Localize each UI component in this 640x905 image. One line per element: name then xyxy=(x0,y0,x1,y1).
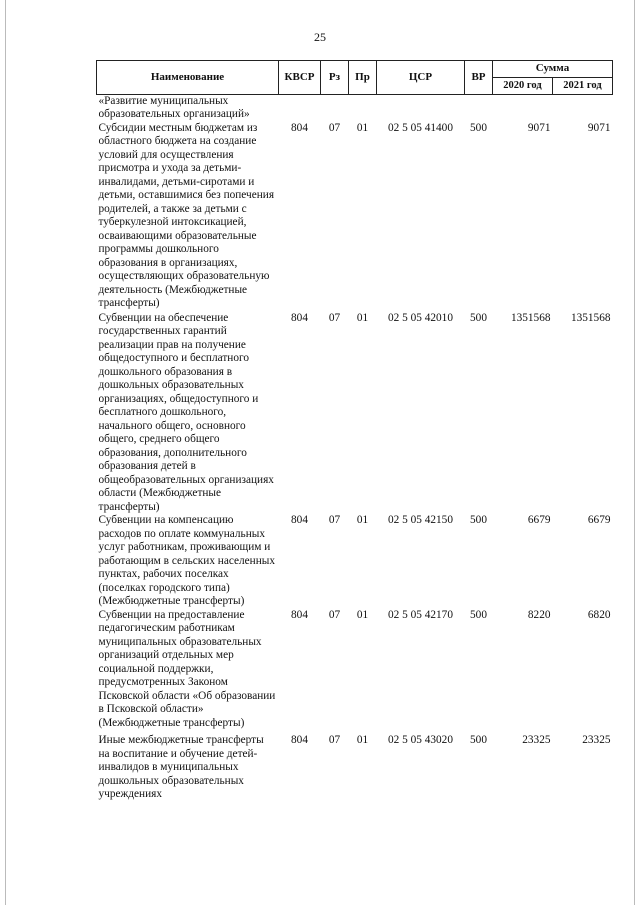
row-vr: 500 xyxy=(470,734,487,746)
table-row xyxy=(97,122,613,312)
header-csr: ЦСР xyxy=(377,61,465,95)
row-name: Субвенции на предоставление педагогическим работникам муниципальных образовательных организаций отдельных мер социальной поддержки, предусмотренных Законом Псковской области «Об образовании в Псковской области» (Межбюджетные трансферты) xyxy=(98,608,276,729)
row-vr: 500 xyxy=(470,608,487,621)
header-name: Наименование xyxy=(97,61,279,95)
budget-table xyxy=(96,60,613,802)
header-kvsr: КВСР xyxy=(279,61,321,95)
row-rz: 07 xyxy=(328,311,341,324)
header-summa: Сумма xyxy=(493,61,613,78)
row-csr: 02 5 05 43020 xyxy=(388,734,453,746)
row-vr: 500 xyxy=(470,514,487,526)
row-vr: 500 xyxy=(470,311,487,324)
row-vr: 500 xyxy=(470,121,487,134)
row-pr: 01 xyxy=(356,514,369,526)
table-row xyxy=(97,730,613,802)
row-rz: 07 xyxy=(328,734,341,746)
row-sum-2021: 6820 xyxy=(587,608,611,621)
page-number: 25 xyxy=(314,30,326,44)
row-sum-2020: 6679 xyxy=(527,514,551,526)
row-pr: 01 xyxy=(356,608,369,621)
continuation-row xyxy=(97,94,613,122)
row-kvsr: 804 xyxy=(291,514,308,526)
row-sum-2020: 1351568 xyxy=(510,311,551,324)
header-year-2021: 2021 год xyxy=(553,78,613,95)
row-sum-2021: 1351568 xyxy=(570,311,611,324)
row-csr: 02 5 05 41400 xyxy=(388,121,453,134)
row-kvsr: 804 xyxy=(291,608,308,621)
table-row xyxy=(97,514,613,609)
row-pr: 01 xyxy=(356,311,369,324)
row-csr: 02 5 05 42150 xyxy=(388,514,453,526)
row-kvsr: 804 xyxy=(291,734,308,746)
scan-edge-left xyxy=(5,0,6,905)
table-row xyxy=(97,312,613,515)
row-rz: 07 xyxy=(328,514,341,526)
table-row xyxy=(97,609,613,731)
continuation-text: «Развитие муниципальных образовательных организаций» xyxy=(98,94,250,120)
row-rz: 07 xyxy=(328,608,341,621)
row-sum-2020: 23325 xyxy=(522,734,551,746)
scan-edge-right xyxy=(634,0,635,905)
row-sum-2020: 8220 xyxy=(527,608,551,621)
row-kvsr: 804 xyxy=(291,121,308,134)
row-sum-2020: 9071 xyxy=(527,121,551,134)
row-name: Субсидии местным бюджетам из областного бюджета на создание условий для осуществления присмотра и ухода за детьми-инвалидами, детьми-сиротами и детьми, оставшимися без попечения родителей, а также за детьми с туберкулезной интоксикацией, осваивающими образовательные программы дошкольного образования в организациях, осуществляющих образовательную деятельность (Межбюджетные трансферты) xyxy=(98,121,275,309)
row-sum-2021: 9071 xyxy=(587,121,611,134)
row-pr: 01 xyxy=(356,121,369,134)
row-sum-2021: 6679 xyxy=(587,514,611,526)
row-pr: 01 xyxy=(356,734,369,746)
row-sum-2021: 23325 xyxy=(582,734,611,746)
header-pr: Пр xyxy=(349,61,377,95)
header-vr: ВР xyxy=(465,61,493,95)
row-name: Субвенции на обеспечение государственных гарантий реализации прав на получение общедоступного и бесплатного дошкольного образования в дошкольных образовательных организациях, общедоступного и бесплатного дошкольного, начального общего, основного общего, среднего общего образования, дополнительного образования детей в общеобразовательных организациях области (Межбюджетные трансферты) xyxy=(98,311,274,513)
row-rz: 07 xyxy=(328,121,341,134)
row-kvsr: 804 xyxy=(291,311,308,324)
header-rz: Рз xyxy=(321,61,349,95)
row-csr: 02 5 05 42010 xyxy=(388,311,453,324)
row-csr: 02 5 05 42170 xyxy=(388,608,453,621)
row-name: Иные межбюджетные трансферты на воспитание и обучение детей-инвалидов в муниципальных дошкольных образовательных учреждениях xyxy=(98,734,264,800)
header-year-2020: 2020 год xyxy=(493,78,553,95)
row-name: Субвенции на компенсацию расходов по оплате коммунальных услуг работникам, проживающим и работающим в сельских населенных пунктах, рабочих поселках (поселках городского типа) (Межбюджетные трансферты) xyxy=(98,514,275,607)
